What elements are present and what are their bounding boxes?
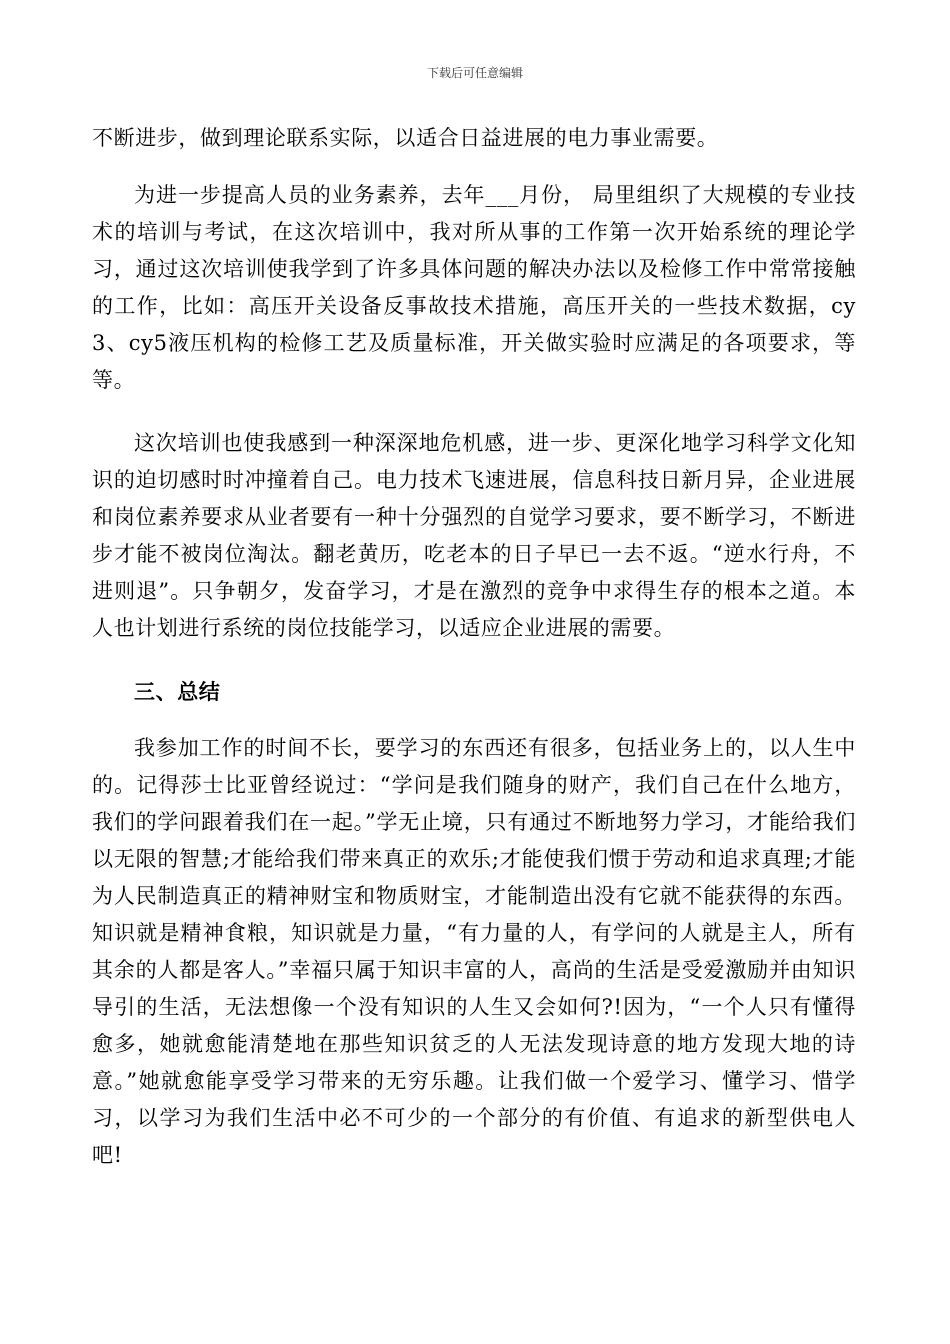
paragraph-summary: 我参加工作的时间不长，要学习的东西还有很多，包括业务上的，以人生中的。记得莎士比亚曾经说过：“学问是我们随身的财产，我们自己在什么地方，我们的学问跟着我们在一起。”学无止境，只有通过不断地努力学习，才能给我们以无限的智慧;才能给我们带来真正的欢乐;才能使我们惯于劳动和追求真理;才能为人民制造真正的精神财宝和物质财宝，才能制造出没有它就不能获得的东西。知识就是精神食粮，知识就是力量，“有力量的人，有学问的人就是主人，所有其余的人都是客人。”幸福只属于知识丰富的人，高尚的生活是受爱激励并由知识导引的生活，无法想像一个没有知识的人生又会如何?!因为，“一个人只有懂得愈多，她就愈能清楚地在那些知识贫乏的人无法发现诗意的地方发现大地的诗意。”她就愈能享受学习带来的无穷乐趣。让我们做一个爱学习、懂学习、惜学习，以学习为我们生活中必不可少的一个部分的有价值、有追求的新型供电人吧! bbox=[92, 736, 856, 1167]
section-heading-summary: 三、总结 bbox=[134, 679, 221, 704]
document-body bbox=[92, 120, 856, 1174]
paragraph-training: 为进一步提高人员的业务素养，去年___月份， 局里组织了大规模的专业技术的培训与考试，在这次培训中，我对所从事的工作第一次开始系统的理论学习，通过这次培训使我学到了许多具体问题的解决办法以及检修工作中常常接触的工作，比如：高压开关设备反事故技术措施，高压开关的一些技术数据，cy3、cy5液压机构的检修工艺及质量标准，开关做实验时应满足的各项要求，等等。 bbox=[92, 183, 856, 392]
paragraph-continuation: 不断进步，做到理论联系实际，以适合日益进展的电力事业需要。 bbox=[92, 126, 719, 150]
paragraph-crisis: 这次培训也使我感到一种深深地危机感，进一步、更深化地学习科学文化知识的迫切感时时冲撞着自己。电力技术飞速进展，信息科技日新月异，企业进展和岗位素养要求从业者要有一种十分强烈的自觉学习要求，要不断学习，不断进步才能不被岗位淘汰。翻老黄历，吃老本的日子早已一去不返。“逆水行舟，不进则退”。只争朝夕，发奋学习，才是在激烈的竞争中求得生存的根本之道。本人也计划进行系统的岗位技能学习，以适应企业进展的需要。 bbox=[92, 431, 856, 640]
page-header: 下载后可任意编辑 bbox=[426, 66, 523, 80]
